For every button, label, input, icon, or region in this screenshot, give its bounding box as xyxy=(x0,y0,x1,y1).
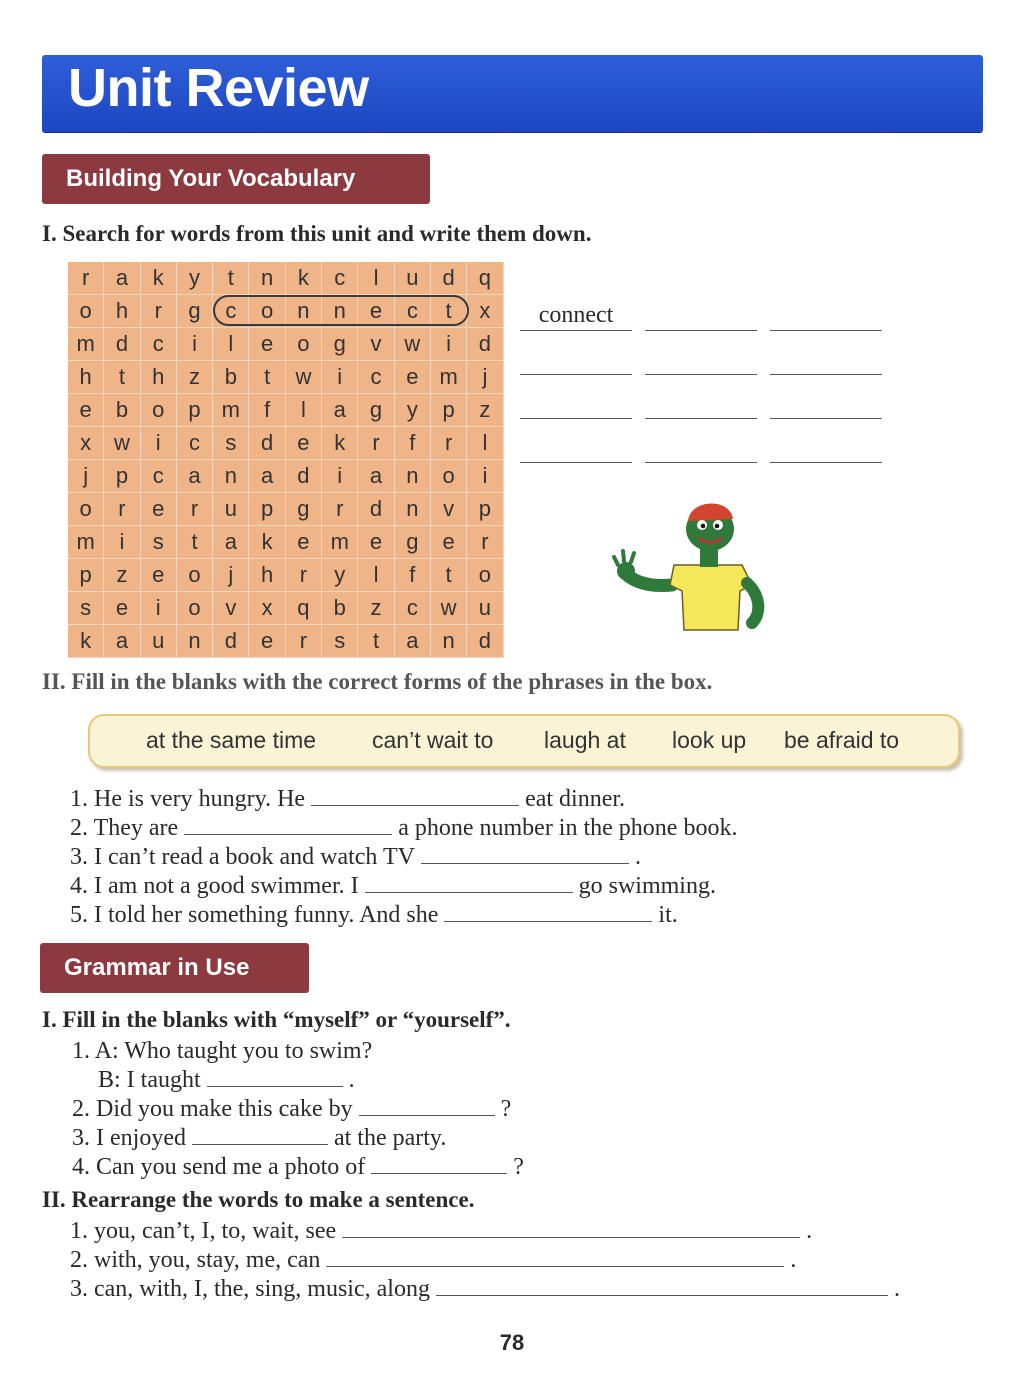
grammar-item-2: 2. Did you make this cake by ? xyxy=(72,1096,512,1122)
grid-cell[interactable]: s xyxy=(68,592,104,625)
answer-blank[interactable] xyxy=(520,388,632,419)
grid-cell[interactable]: i xyxy=(141,592,177,625)
grid-cell[interactable]: a xyxy=(177,460,213,493)
grid-cell[interactable]: m xyxy=(431,361,467,394)
grid-cell[interactable]: d xyxy=(249,427,285,460)
grid-cell[interactable]: e xyxy=(68,394,104,427)
grammar-item-1-answer: B: I taught . xyxy=(98,1067,355,1093)
grid-cell[interactable]: z xyxy=(467,394,503,427)
grid-cell[interactable]: o xyxy=(68,295,104,328)
grid-cell[interactable]: g xyxy=(286,493,322,526)
grid-cell[interactable]: c xyxy=(141,328,177,361)
grid-cell[interactable]: k xyxy=(141,262,177,295)
grid-cell[interactable]: e xyxy=(286,427,322,460)
grid-cell[interactable]: e xyxy=(358,295,394,328)
grid-cell[interactable]: j xyxy=(213,559,249,592)
cartoon-turtle-figure xyxy=(612,495,782,640)
rearrange-item-2: 2. with, you, stay, me, can . xyxy=(70,1247,797,1273)
sentence-3: 3. I can’t read a book and watch TV . xyxy=(70,844,641,870)
grid-cell[interactable]: r xyxy=(322,493,358,526)
answer-blank[interactable] xyxy=(520,344,632,375)
grid-cell[interactable]: c xyxy=(395,592,431,625)
grid-cell[interactable]: p xyxy=(177,394,213,427)
grid-cell[interactable]: n xyxy=(431,625,467,658)
grid-cell[interactable]: e xyxy=(141,559,177,592)
grammar-section-tab: Grammar in Use xyxy=(40,943,309,993)
answer-blank[interactable] xyxy=(770,432,882,463)
grid-cell[interactable]: g xyxy=(358,394,394,427)
phrase-item: laugh at xyxy=(544,727,626,753)
grid-cell[interactable]: n xyxy=(213,460,249,493)
grid-cell[interactable]: i xyxy=(177,328,213,361)
grid-cell[interactable]: v xyxy=(431,493,467,526)
grid-cell[interactable]: b xyxy=(322,592,358,625)
grid-cell[interactable]: o xyxy=(177,559,213,592)
grid-cell[interactable]: a xyxy=(104,625,140,658)
grid-cell[interactable]: b xyxy=(213,361,249,394)
grid-cell[interactable]: q xyxy=(286,592,322,625)
grid-cell[interactable]: h xyxy=(249,559,285,592)
fill-blank[interactable] xyxy=(326,1246,784,1267)
grammar-part2-heading: II. Rearrange the words to make a sentence. xyxy=(42,1187,475,1212)
grid-cell[interactable]: y xyxy=(395,394,431,427)
grid-cell[interactable]: c xyxy=(177,427,213,460)
grid-cell[interactable]: m xyxy=(213,394,249,427)
vocab-part1-heading: I. Search for words from this unit and write them down. xyxy=(42,221,592,246)
grid-cell[interactable]: p xyxy=(467,493,503,526)
grid-cell[interactable]: e xyxy=(104,592,140,625)
phrase-item: be afraid to xyxy=(784,727,900,753)
grid-cell[interactable]: r xyxy=(104,493,140,526)
grid-cell[interactable]: l xyxy=(467,427,503,460)
vocab-section-tab: Building Your Vocabulary xyxy=(42,154,430,204)
grid-cell[interactable]: o xyxy=(177,592,213,625)
grid-cell[interactable]: n xyxy=(249,262,285,295)
phrase-box xyxy=(88,714,960,768)
grid-cell[interactable]: g xyxy=(395,526,431,559)
fill-blank[interactable] xyxy=(371,1153,507,1174)
grid-cell[interactable]: p xyxy=(431,394,467,427)
grid-cell[interactable]: o xyxy=(467,559,503,592)
grid-cell[interactable]: o xyxy=(141,394,177,427)
grid-cell[interactable]: s xyxy=(141,526,177,559)
grid-cell[interactable]: w xyxy=(286,361,322,394)
grid-cell[interactable]: d xyxy=(358,493,394,526)
grid-cell[interactable]: t xyxy=(104,361,140,394)
grid-cell[interactable]: r xyxy=(141,295,177,328)
grid-cell[interactable]: a xyxy=(322,394,358,427)
grid-cell[interactable]: w xyxy=(431,592,467,625)
grid-cell[interactable]: r xyxy=(467,526,503,559)
fill-blank[interactable] xyxy=(311,785,519,806)
grid-cell[interactable]: r xyxy=(286,625,322,658)
grid-cell[interactable]: u xyxy=(467,592,503,625)
grid-cell[interactable]: j xyxy=(68,460,104,493)
grid-cell[interactable]: x xyxy=(467,295,503,328)
grid-cell[interactable]: y xyxy=(177,262,213,295)
grid-cell[interactable]: x xyxy=(68,427,104,460)
grid-cell[interactable]: b xyxy=(104,394,140,427)
grid-cell[interactable]: p xyxy=(68,559,104,592)
grid-cell[interactable]: t xyxy=(249,361,285,394)
grid-cell[interactable]: r xyxy=(286,559,322,592)
grid-cell[interactable]: g xyxy=(177,295,213,328)
answer-blank[interactable] xyxy=(770,300,882,331)
grid-cell[interactable]: l xyxy=(286,394,322,427)
grid-cell[interactable]: j xyxy=(467,361,503,394)
grid-cell[interactable]: i xyxy=(467,460,503,493)
grid-cell[interactable]: o xyxy=(431,460,467,493)
unit-title: Unit Review xyxy=(68,58,369,118)
grid-cell[interactable]: y xyxy=(322,559,358,592)
grid-cell[interactable]: f xyxy=(249,394,285,427)
grid-cell[interactable]: n xyxy=(177,625,213,658)
grid-cell[interactable]: k xyxy=(286,262,322,295)
grid-cell[interactable]: o xyxy=(68,493,104,526)
grammar-item-4: 4. Can you send me a photo of ? xyxy=(72,1154,524,1180)
grid-cell[interactable]: t xyxy=(431,295,467,328)
fill-blank[interactable] xyxy=(421,843,629,864)
grid-cell[interactable]: q xyxy=(467,262,503,295)
fill-blank[interactable] xyxy=(342,1217,800,1238)
grid-cell[interactable]: z xyxy=(358,592,394,625)
grid-cell[interactable]: n xyxy=(322,295,358,328)
grid-cell[interactable]: k xyxy=(249,526,285,559)
grid-cell[interactable]: n xyxy=(395,460,431,493)
grid-cell[interactable]: d xyxy=(467,625,503,658)
grid-cell[interactable]: p xyxy=(249,493,285,526)
grid-cell[interactable]: e xyxy=(431,526,467,559)
grid-cell[interactable]: d xyxy=(467,328,503,361)
grid-cell[interactable]: r xyxy=(177,493,213,526)
grid-cell[interactable]: e xyxy=(249,625,285,658)
grid-cell[interactable]: x xyxy=(249,592,285,625)
grid-cell[interactable]: d xyxy=(431,262,467,295)
grid-cell[interactable]: e xyxy=(286,526,322,559)
found-word-circle xyxy=(213,295,469,326)
grid-cell[interactable]: n xyxy=(395,493,431,526)
answer-blank[interactable] xyxy=(770,388,882,419)
answer-blank[interactable] xyxy=(645,300,757,331)
phrase-item: look up xyxy=(672,727,747,753)
grid-cell[interactable]: w xyxy=(395,328,431,361)
grid-cell[interactable]: c xyxy=(358,361,394,394)
grid-cell[interactable]: i xyxy=(322,361,358,394)
grid-cell[interactable]: e xyxy=(358,526,394,559)
grid-cell[interactable]: h xyxy=(141,361,177,394)
phrase-item: can’t wait to xyxy=(372,727,494,753)
fill-blank[interactable] xyxy=(436,1275,888,1296)
answer-blank[interactable] xyxy=(645,432,757,463)
grid-cell[interactable]: s xyxy=(322,625,358,658)
grid-cell[interactable]: f xyxy=(395,427,431,460)
grid-cell[interactable]: e xyxy=(141,493,177,526)
fill-blank[interactable] xyxy=(207,1066,343,1087)
grid-cell[interactable]: z xyxy=(104,559,140,592)
grid-cell[interactable]: m xyxy=(322,526,358,559)
grid-cell[interactable]: m xyxy=(68,328,104,361)
answer-blank[interactable] xyxy=(645,344,757,375)
grid-cell[interactable]: l xyxy=(213,328,249,361)
grid-cell[interactable]: v xyxy=(358,328,394,361)
vocab-part2-heading: II. Fill in the blanks with the correct forms of the phrases in the box. xyxy=(42,669,713,694)
grid-cell[interactable]: a xyxy=(358,460,394,493)
grid-cell[interactable]: e xyxy=(395,361,431,394)
fill-blank[interactable] xyxy=(184,814,392,835)
grid-cell[interactable]: i xyxy=(322,460,358,493)
phrase-item: at the same time xyxy=(146,727,317,753)
grammar-item-3: 3. I enjoyed at the party. xyxy=(72,1125,447,1151)
grid-cell[interactable]: h xyxy=(68,361,104,394)
rearrange-item-1: 1. you, can’t, I, to, wait, see . xyxy=(70,1218,813,1244)
sentence-4: 4. I am not a good swimmer. I go swimming. xyxy=(70,873,716,899)
grid-cell[interactable]: l xyxy=(358,262,394,295)
grid-cell[interactable]: w xyxy=(104,427,140,460)
grid-cell[interactable]: p xyxy=(104,460,140,493)
grid-cell[interactable]: f xyxy=(395,559,431,592)
grid-cell[interactable]: c xyxy=(322,262,358,295)
unit-title-bar xyxy=(42,55,983,132)
grid-cell[interactable]: h xyxy=(104,295,140,328)
grid-cell[interactable]: r xyxy=(431,427,467,460)
grid-cell[interactable]: t xyxy=(177,526,213,559)
sentence-1: 1. He is very hungry. He eat dinner. xyxy=(70,786,626,812)
grid-cell[interactable]: s xyxy=(213,427,249,460)
fill-blank[interactable] xyxy=(444,901,652,922)
grid-cell[interactable]: t xyxy=(358,625,394,658)
grid-cell[interactable]: l xyxy=(358,559,394,592)
grid-cell[interactable]: i xyxy=(431,328,467,361)
sentence-2: 2. They are a phone number in the phone book. xyxy=(70,815,738,841)
fill-blank[interactable] xyxy=(365,872,573,893)
grid-cell[interactable]: r xyxy=(68,262,104,295)
sentence-5: 5. I told her something funny. And she it. xyxy=(70,902,678,928)
answer-blank[interactable]: connect xyxy=(520,300,632,331)
grid-cell[interactable]: a xyxy=(104,262,140,295)
grid-cell[interactable]: v xyxy=(213,592,249,625)
grid-cell[interactable]: c xyxy=(395,295,431,328)
grammar-item-1-question: 1. A: Who taught you to swim? xyxy=(72,1038,373,1064)
fill-blank[interactable] xyxy=(359,1095,495,1116)
grid-cell[interactable]: u xyxy=(213,493,249,526)
grammar-part1-heading: I. Fill in the blanks with “myself” or “yourself”. xyxy=(42,1007,511,1032)
grid-cell[interactable]: c xyxy=(141,460,177,493)
grid-cell[interactable]: t xyxy=(431,559,467,592)
grid-cell[interactable]: u xyxy=(141,625,177,658)
grid-cell[interactable]: a xyxy=(249,460,285,493)
grid-cell[interactable]: k xyxy=(68,625,104,658)
grid-cell[interactable]: c xyxy=(213,295,249,328)
grid-cell[interactable]: o xyxy=(249,295,285,328)
rearrange-item-3: 3. can, with, I, the, sing, music, along . xyxy=(70,1276,900,1302)
grid-cell[interactable]: d xyxy=(286,460,322,493)
grid-cell[interactable]: g xyxy=(322,328,358,361)
grid-cell[interactable]: i xyxy=(104,526,140,559)
answer-blank[interactable] xyxy=(645,388,757,419)
fill-blank[interactable] xyxy=(192,1124,328,1145)
grid-cell[interactable]: u xyxy=(395,262,431,295)
grid-cell[interactable]: m xyxy=(68,526,104,559)
grid-cell[interactable]: r xyxy=(358,427,394,460)
grid-cell[interactable]: k xyxy=(322,427,358,460)
grid-cell[interactable]: n xyxy=(286,295,322,328)
answer-blank[interactable] xyxy=(770,344,882,375)
grid-cell[interactable]: d xyxy=(104,328,140,361)
grid-cell[interactable]: d xyxy=(213,625,249,658)
grid-cell[interactable]: o xyxy=(286,328,322,361)
grid-cell[interactable]: t xyxy=(213,262,249,295)
grid-cell[interactable]: z xyxy=(177,361,213,394)
page-number: 78 xyxy=(499,1330,525,1355)
grid-cell[interactable]: e xyxy=(249,328,285,361)
grid-cell[interactable]: a xyxy=(213,526,249,559)
answer-blank[interactable] xyxy=(520,432,632,463)
grid-cell[interactable]: a xyxy=(395,625,431,658)
grid-cell[interactable]: i xyxy=(141,427,177,460)
